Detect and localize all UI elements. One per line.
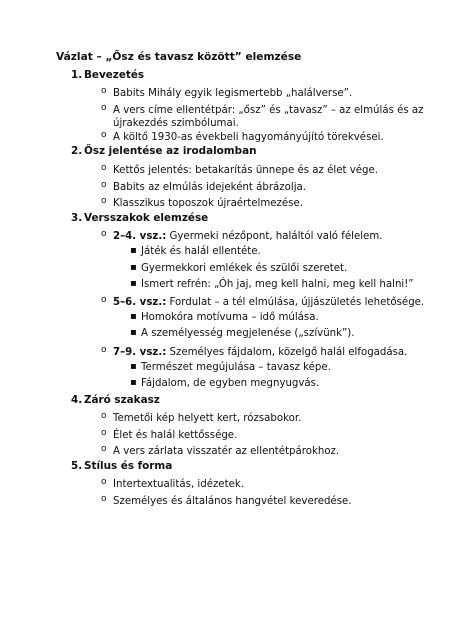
stanza-label: 7–9. vsz.:	[113, 347, 167, 358]
stanza-description: Fordulat – a tél elmúlása, újjászületés lehetősége.	[166, 297, 425, 308]
list-item-text: Élet és halál kettőssége.	[113, 430, 238, 441]
square-bullet-marker: ▪	[130, 245, 137, 256]
list-item-text: újrakezdés szimbólumai.	[113, 118, 239, 129]
list-item-text: Klasszikus toposzok újraértelmezése.	[113, 198, 303, 209]
list-item-text: Intertextualitás, idézetek.	[113, 479, 244, 490]
square-bullet-marker: ▪	[130, 327, 137, 338]
list-item-text: A költő 1930-as évekbeli hagyományújító törekvései.	[113, 132, 384, 143]
document-title: Vázlat – „Ősz és tavasz között” elemzése	[56, 51, 302, 63]
hollow-bullet-marker: o	[101, 163, 107, 173]
hollow-bullet-marker: o	[101, 180, 107, 190]
section-title: Stílus és forma	[84, 460, 173, 472]
list-item-text: Kettős jelentés: betakarítás ünnepe és az élet vége.	[113, 165, 378, 176]
sub-list-item-text: Homokóra motívuma – idő múlása.	[141, 312, 319, 323]
list-item-text	[113, 295, 424, 310]
hollow-bullet-marker: o	[101, 229, 107, 239]
section-number: 5.	[71, 460, 83, 472]
list-item-text: Babits Mihály egyik legismertebb „halálverse”.	[113, 88, 353, 99]
list-item-text	[113, 345, 407, 360]
sub-list-item-text: Ismert refrén: „Óh jaj, meg kell halni, meg kell halni!”	[141, 279, 414, 290]
sub-list-item-text: A személyesség megjelenése („szívünk”).	[141, 328, 355, 339]
stanza-description: Gyermeki nézőpont, haláltól való félelem.	[166, 231, 383, 242]
hollow-bullet-marker: o	[101, 345, 107, 355]
square-bullet-marker: ▪	[130, 377, 137, 388]
hollow-bullet-marker: o	[101, 411, 107, 421]
sub-list-item-text: Játék és halál ellentéte.	[141, 246, 261, 257]
hollow-bullet-marker: o	[101, 444, 107, 454]
hollow-bullet-marker: o	[101, 130, 107, 140]
section-title: Ősz jelentése az irodalomban	[84, 145, 257, 157]
section-number: 1.	[71, 69, 83, 81]
sub-list-item-text: Gyermekkori emlékek és szülői szeretet.	[141, 263, 348, 274]
list-item-text	[113, 229, 382, 244]
hollow-bullet-marker: o	[101, 477, 107, 487]
square-bullet-marker: ▪	[130, 311, 137, 322]
section-number: 3.	[71, 212, 83, 224]
stanza-description: Személyes fájdalom, közelgő halál elfogadása.	[166, 347, 408, 358]
sub-list-item-text: Természet megújulása – tavasz képe.	[141, 362, 331, 373]
section-title: Záró szakasz	[84, 394, 160, 406]
section-title: Bevezetés	[84, 69, 145, 81]
stanza-label: 2–4. vsz.:	[113, 231, 167, 242]
list-item-text: A vers címe ellentétpár: „ősz” és „tavasz” – az elmúlás és az	[113, 105, 424, 116]
list-item-text: Temetői kép helyett kert, rózsabokor.	[113, 413, 302, 424]
square-bullet-marker: ▪	[130, 278, 137, 289]
square-bullet-marker: ▪	[130, 361, 137, 372]
list-item-text: A vers zárlata visszatér az ellentétpárokhoz.	[113, 446, 340, 457]
list-item-text: Babits az elmúlás idejeként ábrázolja.	[113, 182, 307, 193]
section-title: Versszakok elemzése	[84, 212, 209, 224]
hollow-bullet-marker: o	[101, 428, 107, 438]
hollow-bullet-marker: o	[101, 103, 107, 113]
stanza-label: 5–6. vsz.:	[113, 297, 167, 308]
square-bullet-marker: ▪	[130, 262, 137, 273]
hollow-bullet-marker: o	[101, 86, 107, 96]
hollow-bullet-marker: o	[101, 494, 107, 504]
hollow-bullet-marker: o	[101, 196, 107, 206]
section-number: 2.	[71, 145, 83, 157]
hollow-bullet-marker: o	[101, 295, 107, 305]
section-number: 4.	[71, 394, 83, 406]
sub-list-item-text: Fájdalom, de egyben megnyugvás.	[141, 378, 320, 389]
list-item-text: Személyes és általános hangvétel keveredése.	[113, 496, 352, 507]
